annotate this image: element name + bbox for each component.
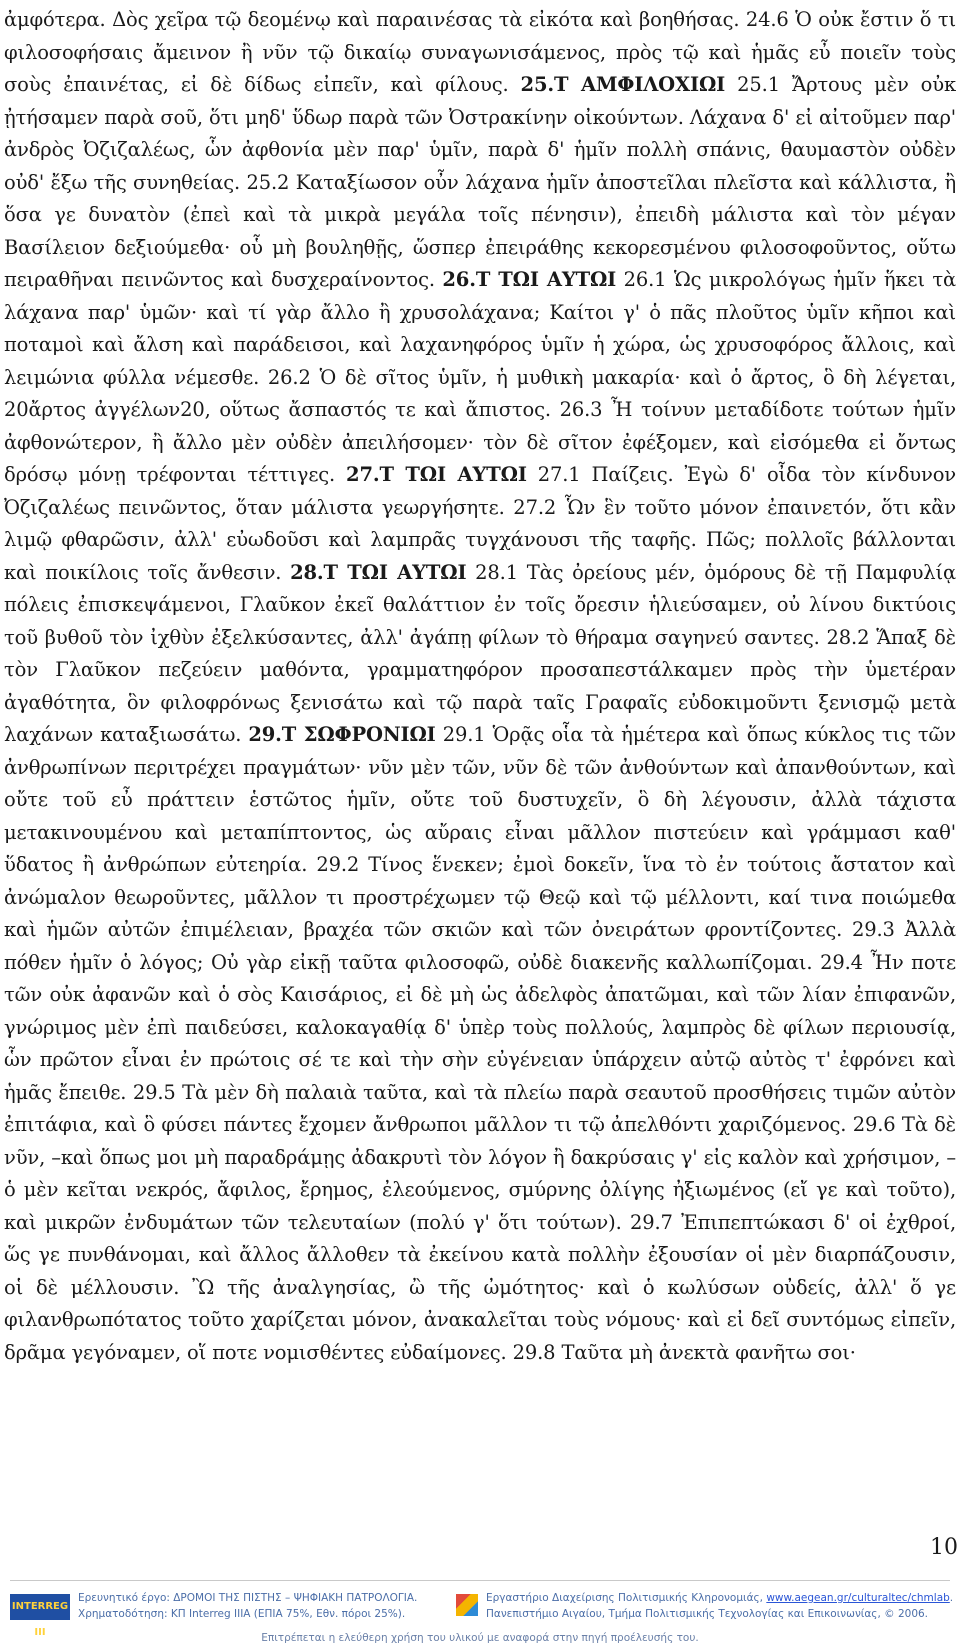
interreg-logo xyxy=(10,1594,70,1638)
body-text xyxy=(4,4,956,1369)
paragraph-text: 29.1 Ὁρᾷς οἷα τὰ ἡμέτερα καὶ ὅπως κύκλος τις τῶν ἀνθρωπίνων περιτρέχει πραγμάτων· νῦν μὲν τῶν, νῦν δὲ τῶν ἀνθούντων καὶ ἀπανθούντων, καὶ οὔτε τοῦ εὖ πράττειν ἑστῶτος ἡμῖν, οὔτε τοῦ δυστυχεῖν, ὃ δὴ λέγουσιν, ἀλλὰ τάχιστα μετακινουμένου καὶ μεταπίπτοντος, ὡς αὔραις εἶναι μᾶλλον πιστεύειν καὶ γράμμασι καθ' ὕδατος ἢ ἀνθρώπων εὐτεηρία. 29.2 Τίνος ἕνεκεν; ἐμοὶ δοκεῖν, ἵνα τὸ ἐν τούτοις ἄστατον καὶ ἀνώμαλον θεωροῦντες, μᾶλλον τι προστρέχωμεν τῷ Θεῷ καὶ τῷ μέλλοντι, καί τινα ποιώμεθα καὶ ἡμῶν αὐτῶν ἐπιμέλειαν, βραχέα τῶν σκιῶν καὶ τῶν ὀνειράτων φροντίζοντες. 29.3 Ἀλλὰ πόθεν ἡμῖν ὁ λόγος; Οὐ γὰρ εἰκῇ ταῦτα φιλοσοφῶ, οὐδὲ διακενῆς καλλωπίζομαι. 29.4 Ἦν ποτε τῶν οὐκ ἀφανῶν καὶ ὁ σὸς Καισάριος, εἰ δὲ μὴ ὡς ἀδελφὸς ἀπατῶμαι, καὶ τῶν λίαν ἐπιφανῶν, γνώριμος μὲν ἐπὶ παιδεύσει, καλοκαγαθίᾳ δ' ὑπὲρ τοὺς πολλούς, λαμπρὸς δὲ φίλων περιουσίᾳ, ὧν πρῶτον εἶναι ἐν πρώτοις σέ τε καὶ τὴν σὴν εὐγένειαν ὑπάρχειν αὐτῷ αὐτὸς τ' ἐφρόνει καὶ ἡμᾶς ἔπειθε. 29.5 Τὰ μὲν δὴ παλαιὰ ταῦτα, καὶ τὰ πλείω παρὰ σεαυτοῦ προσθήσεις τιμῶν αὐτὸν ἐπιτάφια, καὶ ὃ φύσει πάντες ἔχομεν ἄνθρωποι μᾶλλον τι τῷ ἀπελθόντι χαριζόμενος. 29.6 Τὰ δὲ νῦν, –καὶ ὅπως μοι μὴ παραδράμῃς ἀδακρυτὶ τὸν λόγον ἢ δακρύσαις γ' εἰς καλὸν καὶ χρήσιμον, –ὁ μὲν κεῖται νεκρός, ἄφιλος, ἔρημος, ἐλεούμενος, σμύρνης ὀλίγης ἠξιωμένος (εἴ γε καὶ τοῦτο), καὶ μικρῶν ἐνδυμάτων τῶν τελευταίων (πολύ γ' ὅτι τούτων). 29.7 Ἐπιπεπτώκασι δ' οἱ ἐχθροί, ὥς γε πυνθάνομαι, καὶ ἄλλος ἄλλοθεν τὰ ἐκείνου κατὰ πολλὴν ἐξουσίαν οἱ μὲν διαρπάζουσιν, οἱ δὲ μέλλουσιν. Ὢ τῆς ἀναλγησίας, ὢ τῆς ὠμότητος· καὶ ὁ κωλύσων οὐδείς, ἀλλ' ὅ γε φιλανθρωπότατος τοῦτο χαρίζεται μόνον, ἀνακαλεῖται τοὺς νόμους· καὶ εἰ δεῖ συντόμως εἰπεῖν, δρᾶμα γεγόναμεν, οἵ ποτε νομισθέντες εὐδαίμονες. 29.8 Ταῦτα μὴ ἀνεκτὰ φανῆτω σοι· xyxy=(4,723,956,1364)
paragraph-text: ἀμφότερα. Δὸς χεῖρα τῷ δεομένῳ καὶ παραινέσας τὰ εἰκότα καὶ βοηθήσας. 24.6 Ὁ οὐκ ἔστιν ὅ τι φιλοσοφήσαις ἄμεινον ἢ νῦν τῷ δικαίῳ συναγωνισάμενος, πρὸς τῷ καὶ ἡμᾶς εὖ ποιεῖν τοὺς σοὺς ἐπαινέτας, εἰ δὲ δίδως εἰπεῖν, καὶ φίλους. xyxy=(4,8,956,96)
paragraph-text: 26.1 Ὡς μικρολόγως ἡμῖν ἥκει τὰ λάχανα παρ' ὑμῶν· καὶ τί γὰρ ἄλλο ἢ χρυσολάχανα; Καίτοι γ' ὁ πᾶς πλοῦτος ὑμῖν κῆποι καὶ ποταμοὶ καὶ ἄλση καὶ παράδεισοι, καὶ λαχανηφόρος ὑμῖν ἡ χώρα, ὡς χρυσοφόρος ἄλλοις, καὶ λειμώνια φύλλα νέμεσθε. 26.2 Ὁ δὲ σῖτος ὑμῖν, ἡ μυθικὴ μακαρία· καὶ ὁ ἄρτος, ὃ δὴ λέγεται, 20ἄρτος ἀγγέλων20, οὕτως ἄσπαστός τε καὶ ἄπιστος. 26.3 Ἦ τοίνυν μεταδίδοτε τούτων ἡμῖν ἀφθονώτερον, ἢ ἄλλο μὲν οὐδὲν ἀπειλήσομεν· τὸν δὲ σῖτον ἐφέξομεν, καὶ εἰσόμεθα εἰ ὄντως δρόσῳ μόνῃ τρέφονται τέττιγες. xyxy=(4,268,956,486)
footer-divider xyxy=(10,1580,950,1581)
footer-project-line: Ερευνητικό έργο: ΔΡΟΜΟΙ ΤΗΣ ΠΙΣΤΗΣ – ΨΗΦΙΑΚΗ ΠΑΤΡΟΛΟΓΙΑ. xyxy=(78,1592,418,1604)
lab-logo-icon xyxy=(456,1594,478,1616)
letter-heading-25: 25.Τ ΑΜΦΙΛΟΧΙΩΙ xyxy=(520,73,726,96)
page-footer xyxy=(0,1580,960,1651)
letter-heading-27: 27.Τ ΤΩΙ ΑΥΤΩΙ xyxy=(346,463,527,486)
page-number: 10 xyxy=(930,1535,958,1560)
footer-university-line: Πανεπιστήμιο Αιγαίου, Τμήμα Πολιτισμικής Τεχνολογίας και Επικοινωνίας, © 2006. xyxy=(486,1608,929,1620)
paragraph-text: 28.1 Τὰς ὀρείους μέν, ὁμόρους δὲ τῇ Παμφυλίᾳ πόλεις ἐπισκεψάμενοι, Γλαῦκον ἐκεῖ θαλάττιον ἐν τοῖς ὄρεσιν ἡλιεύσαμεν, οὐ λίνου δικτύοις τοῦ βυθοῦ τὸν ἰχθὺν ἐξελκύσαντες, ἀλλ' ἀγάπῃ φίλων τὸ θήραμα σαγηνεύ σαντες. 28.2 Ἅπαξ δὲ τὸν Γλαῦκον πεζεύειν μαθόντα, γραμματηφόρον προσαπεστάλκαμεν πρὸς τὴν ὑμετέραν ἀγαθότητα, ὃν φιλοφρόνως ξενισάτω καὶ τῷ παρὰ ταῖς Γραφαῖς εὐδοκιμοῦντι ξενισμῷ μετὰ λαχάνων καταξιωσάτω. xyxy=(4,560,957,746)
footer-lab-line xyxy=(486,1590,956,1606)
footer-project-info xyxy=(78,1590,448,1622)
paragraph-text: 25.1 Ἄρτους μὲν οὐκ ᾐτήσαμεν παρὰ σοῦ, ὅτι μηδ' ὕδωρ παρὰ τῶν Ὀστρακίνην οἰκούντων. Λάχανα δ' εἰ αἰτοῦμεν παρ' ἀνδρὸς Ὀζιζαλέως, ὧν ἀφθονία μὲν παρ' ὑμῖν, παρὰ δ' ἡμῖν πολλὴ σπάνις, θαυμαστὸν οὐδὲν οὐδ' ἔξω τῆς συνηθείας. 25.2 Καταξίωσον οὖν λάχανα ἡμῖν ἀποστεῖλαι πλεῖστα καὶ κάλλιστα, ἢ ὅσα γε δυνατὸν (ἐπεὶ καὶ τὰ μικρὰ μεγάλα τοῖς πένησιν), ἐπειδὴ μάλιστα καὶ τὸν μέγαν Βασίλειον δεξιούμεθα· οὗ μὴ βουληθῇς, ὥσπερ ἐπειράθης κεκορεσμένου φιλοσοφοῦντος, οὕτω πειραθῆναι πεινῶντος καὶ δυσχεραίνοντος. xyxy=(4,73,956,291)
lab-website-link[interactable]: www.aegean.gr/culturaltec/chmlab xyxy=(766,1592,950,1604)
letter-heading-28: 28.Τ ΤΩΙ ΑΥΤΩΙ xyxy=(290,560,467,584)
eu-logo-text: INTERREG III xyxy=(11,1601,69,1638)
footer-funding-line: Χρηματοδότηση: ΚΠ Interreg IIIA (ΕΠΙΑ 75%, Εθν. πόροι 25%). xyxy=(78,1608,406,1620)
letter-heading-29: 29.Τ ΣΩΦΡΟΝΙΩΙ xyxy=(248,723,436,746)
footer-lab-info xyxy=(486,1590,956,1622)
footer-usage-note: Επιτρέπεται η ελεύθερη χρήση του υλικού με αναφορά στην πηγή προέλευσής του. xyxy=(261,1632,699,1644)
paragraph-text: 27.1 Παίζεις. Ἐγὼ δ' οἶδα τὸν κίνδυνον Ὀζιζαλέως πεινῶντος, ὅταν μάλιστα γεωργήσητε. 27.2 Ὧν ἓν τοῦτο μόνον ἐπαινετόν, ὅτι κἂν λιμῷ φθαρῶσιν, ἀλλ' εὐωδοῦσι καὶ λαμπρᾶς τυγχάνουσι τῆς ταφῆς. Πῶς; πολλοῖς βάλλονται καὶ ποικίλοις τοῖς ἄνθεσιν. xyxy=(4,463,956,584)
footer-lab-period: . xyxy=(949,1592,954,1604)
footer-lab-name: Εργαστήριο Διαχείρισης Πολιτισμικής Κληρονομιάς, xyxy=(486,1592,767,1604)
letter-heading-26: 26.Τ ΤΩΙ ΑΥΤΩΙ xyxy=(442,268,617,291)
